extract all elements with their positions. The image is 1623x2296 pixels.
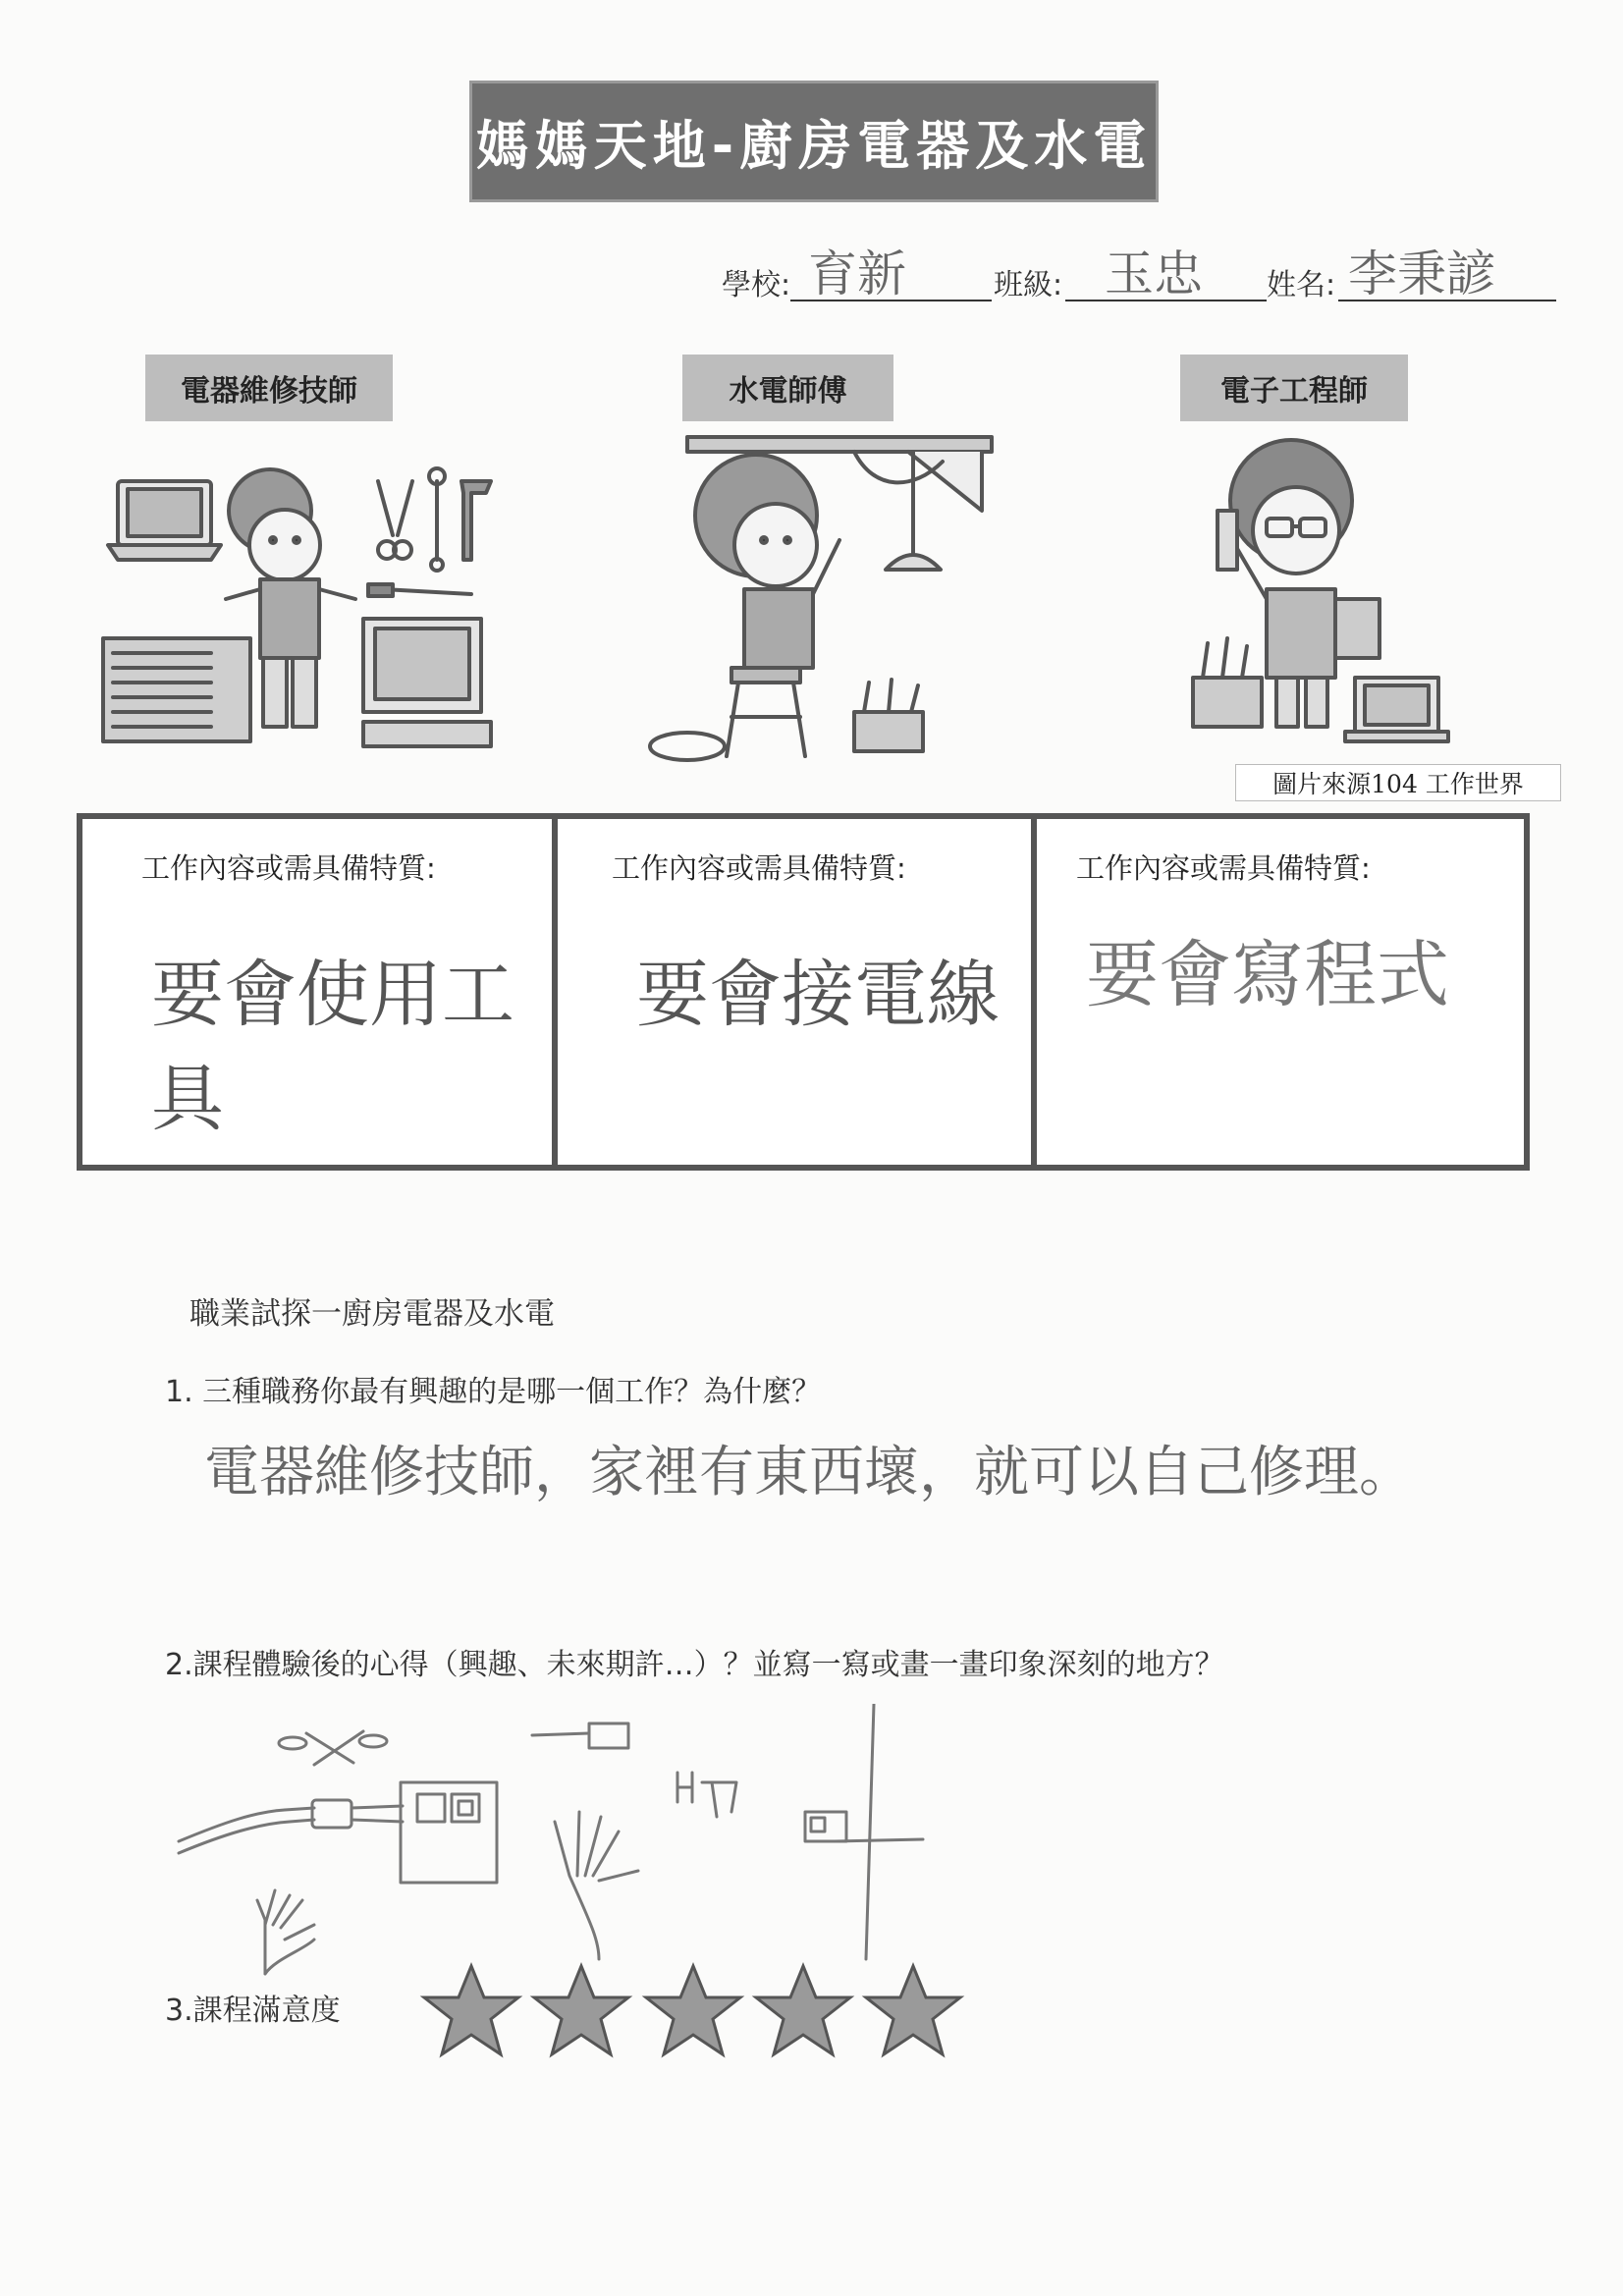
job-box-answer[interactable]: 要會接電線 (636, 953, 1000, 1037)
worksheet-title: 媽媽天地-廚房電器及水電 (469, 81, 1159, 202)
job-box-prompt: 工作內容或需具備特質: (141, 851, 436, 885)
job-label-appliance-technician: 電器維修技師 (145, 355, 393, 421)
name-label: 姓名: (1267, 268, 1336, 302)
question-2: 2.課程體驗後的心得（興趣、未來期許…）？並寫一寫或畫一畫印象深刻的地方？ (165, 1648, 1224, 1682)
star-icon[interactable] (866, 1966, 960, 2054)
class-label: 班級: (994, 268, 1063, 302)
job-box-appliance-technician (77, 813, 562, 1171)
electronics-engineer-illustration (1178, 432, 1581, 746)
image-credit: 圖片來源104 工作世界 (1235, 764, 1561, 801)
job-box-prompt: 工作內容或需具備特質: (1076, 851, 1371, 885)
question-2-drawing[interactable] (167, 1704, 972, 1979)
name-value: 李秉諺 (1348, 246, 1495, 302)
class-value: 玉忠 (1105, 246, 1203, 302)
school-field[interactable] (790, 246, 992, 302)
job-box-prompt: 工作內容或需具備特質: (612, 851, 906, 885)
plumber-electrician-illustration (628, 422, 1001, 776)
star-icon[interactable] (534, 1966, 628, 2054)
job-box-electronics-engineer (1031, 813, 1530, 1171)
job-box-answer[interactable]: 要會寫程式 (1086, 933, 1449, 1017)
question-3-label: 3.課程滿意度 (165, 1994, 341, 2028)
school-label: 學校: (722, 268, 791, 302)
star-icon[interactable] (756, 1966, 850, 2054)
section-title: 職業試探一廚房電器及水電 (189, 1296, 555, 1332)
name-field[interactable] (1338, 246, 1556, 302)
star-icon[interactable] (424, 1966, 518, 2054)
appliance-technician-illustration (98, 452, 511, 766)
satisfaction-rating[interactable] (412, 1959, 982, 2067)
question-1-answer[interactable]: 電器維修技師，家裡有東西壞，就可以自己修理。 (204, 1441, 1414, 1504)
question-1: 1. 三種職務你最有興趣的是哪一個工作？為什麼？ (165, 1375, 822, 1409)
school-value: 育新 (808, 246, 906, 302)
job-label-electronics-engineer: 電子工程師 (1180, 355, 1408, 421)
class-field[interactable] (1065, 246, 1267, 302)
job-box-answer[interactable]: 要會使用工具 (151, 953, 514, 1141)
star-icon[interactable] (646, 1966, 740, 2054)
job-label-plumber-electrician: 水電師傅 (682, 355, 893, 421)
job-box-plumber-electrician (552, 813, 1041, 1171)
